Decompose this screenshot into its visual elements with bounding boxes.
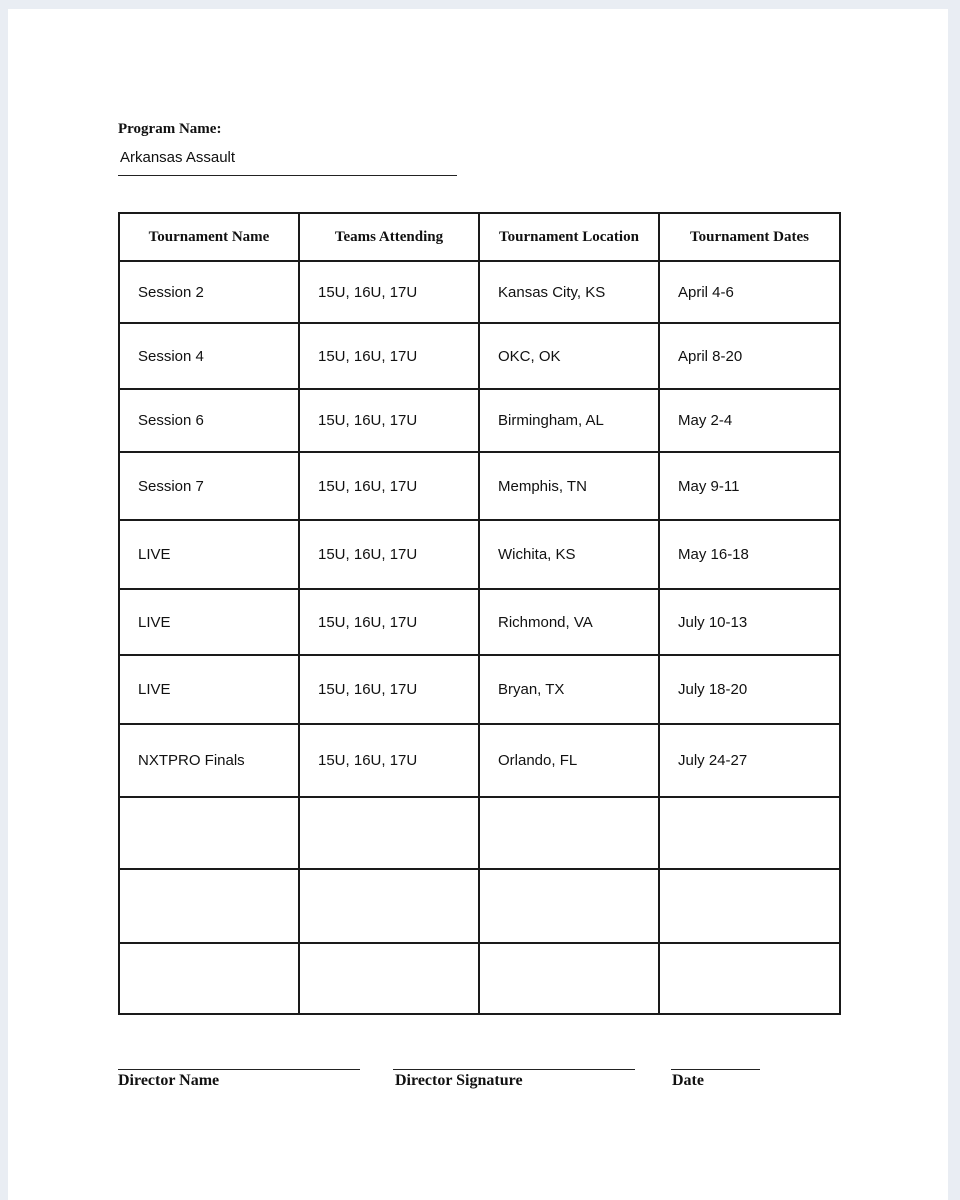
- cell-teams-attending: 15U, 16U, 17U: [299, 520, 479, 589]
- director-signature-line: [393, 1069, 635, 1070]
- cell-tournament-name: LIVE: [119, 520, 299, 589]
- cell-teams-attending: 15U, 16U, 17U: [299, 452, 479, 520]
- cell-tournament-dates: April 8-20: [659, 323, 840, 389]
- table-row: [119, 655, 840, 724]
- header-tournament-dates: Tournament Dates: [659, 213, 840, 261]
- cell-tournament-name: [119, 869, 299, 943]
- cell-tournament-name: LIVE: [119, 589, 299, 655]
- table-row: [119, 724, 840, 797]
- cell-tournament-location: Memphis, TN: [479, 452, 659, 520]
- cell-tournament-dates: [659, 943, 840, 1014]
- cell-tournament-dates: May 9-11: [659, 452, 840, 520]
- cell-tournament-dates: May 16-18: [659, 520, 840, 589]
- cell-teams-attending: [299, 869, 479, 943]
- table-header-row: [119, 213, 840, 261]
- cell-tournament-location: Wichita, KS: [479, 520, 659, 589]
- cell-tournament-location: Kansas City, KS: [479, 261, 659, 323]
- director-signature-label: Director Signature: [395, 1072, 523, 1089]
- header-tournament-location: Tournament Location: [479, 213, 659, 261]
- cell-tournament-location: Orlando, FL: [479, 724, 659, 797]
- cell-tournament-dates: [659, 869, 840, 943]
- cell-tournament-location: Birmingham, AL: [479, 389, 659, 452]
- cell-teams-attending: 15U, 16U, 17U: [299, 589, 479, 655]
- cell-tournament-location: Richmond, VA: [479, 589, 659, 655]
- table-row-empty: [119, 797, 840, 869]
- cell-teams-attending: [299, 943, 479, 1014]
- cell-tournament-name: [119, 943, 299, 1014]
- cell-teams-attending: 15U, 16U, 17U: [299, 323, 479, 389]
- cell-tournament-location: Bryan, TX: [479, 655, 659, 724]
- cell-tournament-dates: July 18-20: [659, 655, 840, 724]
- table-row: [119, 452, 840, 520]
- document-page: [8, 9, 948, 1200]
- program-name-underline: [118, 175, 457, 176]
- cell-tournament-dates: April 4-6: [659, 261, 840, 323]
- date-line: [671, 1069, 760, 1070]
- cell-tournament-dates: July 10-13: [659, 589, 840, 655]
- cell-teams-attending: [299, 797, 479, 869]
- cell-tournament-dates: July 24-27: [659, 724, 840, 797]
- date-label: Date: [672, 1072, 704, 1089]
- cell-tournament-name: Session 7: [119, 452, 299, 520]
- cell-teams-attending: 15U, 16U, 17U: [299, 261, 479, 323]
- table-row: [119, 520, 840, 589]
- cell-tournament-location: [479, 797, 659, 869]
- director-name-line: [118, 1069, 360, 1070]
- header-tournament-name: Tournament Name: [119, 213, 299, 261]
- cell-teams-attending: 15U, 16U, 17U: [299, 655, 479, 724]
- table-row-empty: [119, 869, 840, 943]
- cell-teams-attending: 15U, 16U, 17U: [299, 389, 479, 452]
- table-row: [119, 389, 840, 452]
- cell-tournament-location: OKC, OK: [479, 323, 659, 389]
- cell-tournament-name: NXTPRO Finals: [119, 724, 299, 797]
- cell-tournament-name: Session 2: [119, 261, 299, 323]
- director-name-label: Director Name: [118, 1072, 220, 1089]
- table-row: [119, 261, 840, 323]
- cell-tournament-dates: May 2-4: [659, 389, 840, 452]
- cell-tournament-name: Session 6: [119, 389, 299, 452]
- cell-tournament-location: [479, 869, 659, 943]
- table-row-empty: [119, 943, 840, 1014]
- cell-tournament-name: LIVE: [119, 655, 299, 724]
- program-name-label: Program Name:: [118, 121, 222, 137]
- cell-tournament-dates: [659, 797, 840, 869]
- table-row: [119, 323, 840, 389]
- table-row: [119, 589, 840, 655]
- tournament-table: [118, 212, 841, 1015]
- cell-tournament-name: Session 4: [119, 323, 299, 389]
- cell-tournament-location: [479, 943, 659, 1014]
- cell-tournament-name: [119, 797, 299, 869]
- cell-teams-attending: 15U, 16U, 17U: [299, 724, 479, 797]
- program-name-value: Arkansas Assault: [120, 149, 236, 166]
- header-teams-attending: Teams Attending: [299, 213, 479, 261]
